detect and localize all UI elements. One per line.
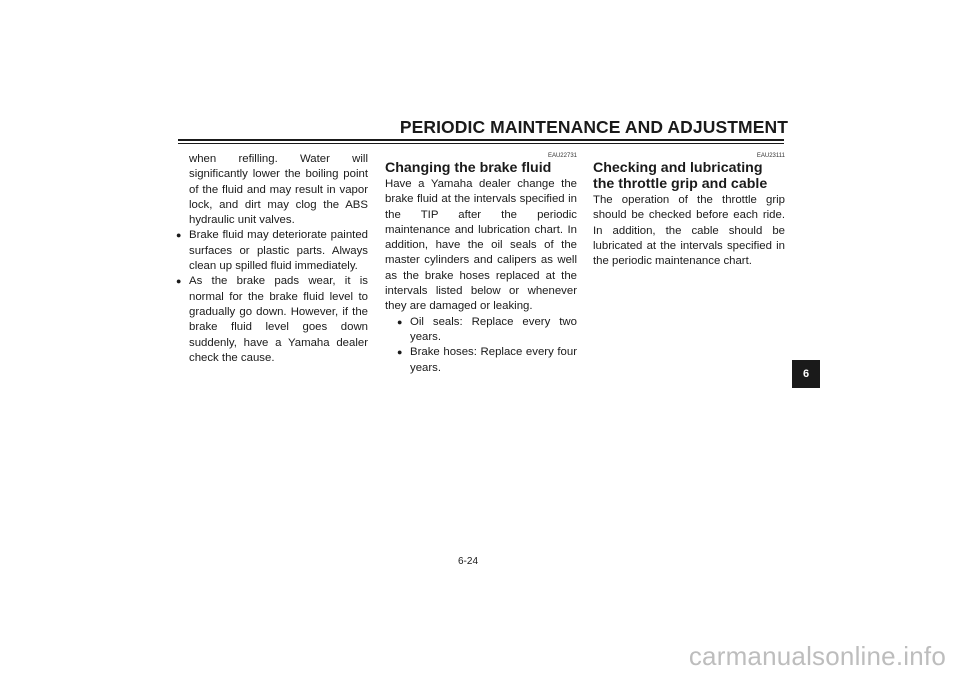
- column-middle: [385, 152, 577, 376]
- section-body: Have a Yamaha dealer change the brake fluid at the intervals specified in the TIP after the periodic maintenance and lubrication chart. In addition, have the oil seals of the master cylinders and calipers as well as the brake hoses replaced at the intervals listed below or whenever they are damaged or leaking.: [385, 178, 577, 313]
- page-number: 6-24: [458, 556, 479, 567]
- bullet-icon: ●: [397, 316, 403, 327]
- bullet-list: [176, 228, 368, 366]
- header-rule-thick: [178, 139, 784, 141]
- bullet-icon: ●: [397, 347, 403, 358]
- bullet-list: [385, 315, 577, 376]
- chapter-tab: 6: [792, 360, 820, 388]
- list-item-text: As the brake pads wear, it is normal for the brake fluid level to gradually go down. However, if the brake fluid level goes down suddenly, have a Yamaha dealer check the cause.: [189, 275, 368, 364]
- bullet-icon: ●: [176, 230, 182, 241]
- section-code: EAU23111: [756, 153, 785, 159]
- bullet-icon: ●: [176, 276, 182, 287]
- list-item: [397, 345, 577, 376]
- watermark: carmanualsonline.info: [688, 641, 946, 671]
- continued-paragraph: when refilling. Water will significantly lower the boiling point of the fluid and may result in vapor lock, and dirt may clog the ABS hydraulic unit valves.: [189, 153, 368, 227]
- list-item-text: Brake fluid may deteriorate painted surfaces or plastic parts. Always clean up spilled fluid immediately.: [189, 229, 368, 273]
- column-left: [176, 152, 368, 366]
- header-rule-thin: [178, 143, 784, 144]
- section-code: EAU22731: [547, 153, 577, 159]
- section-heading: Checking and lubricating the throttle grip and cable: [593, 160, 768, 192]
- list-item-text: Brake hoses: Replace every four years.: [410, 346, 577, 374]
- list-item: [397, 315, 577, 346]
- section-body: The operation of the throttle grip should be checked before each ride. In addition, the cable should be lubricated at the intervals specified in the periodic maintenance chart.: [593, 194, 785, 268]
- list-item-text: Oil seals: Replace every two years.: [410, 315, 577, 343]
- list-item: [176, 274, 368, 366]
- section-heading: Changing the brake fluid: [385, 160, 552, 176]
- page-header-title: PERIODIC MAINTENANCE AND ADJUSTMENT: [399, 117, 788, 137]
- column-right: [593, 152, 785, 269]
- list-item: [176, 228, 368, 274]
